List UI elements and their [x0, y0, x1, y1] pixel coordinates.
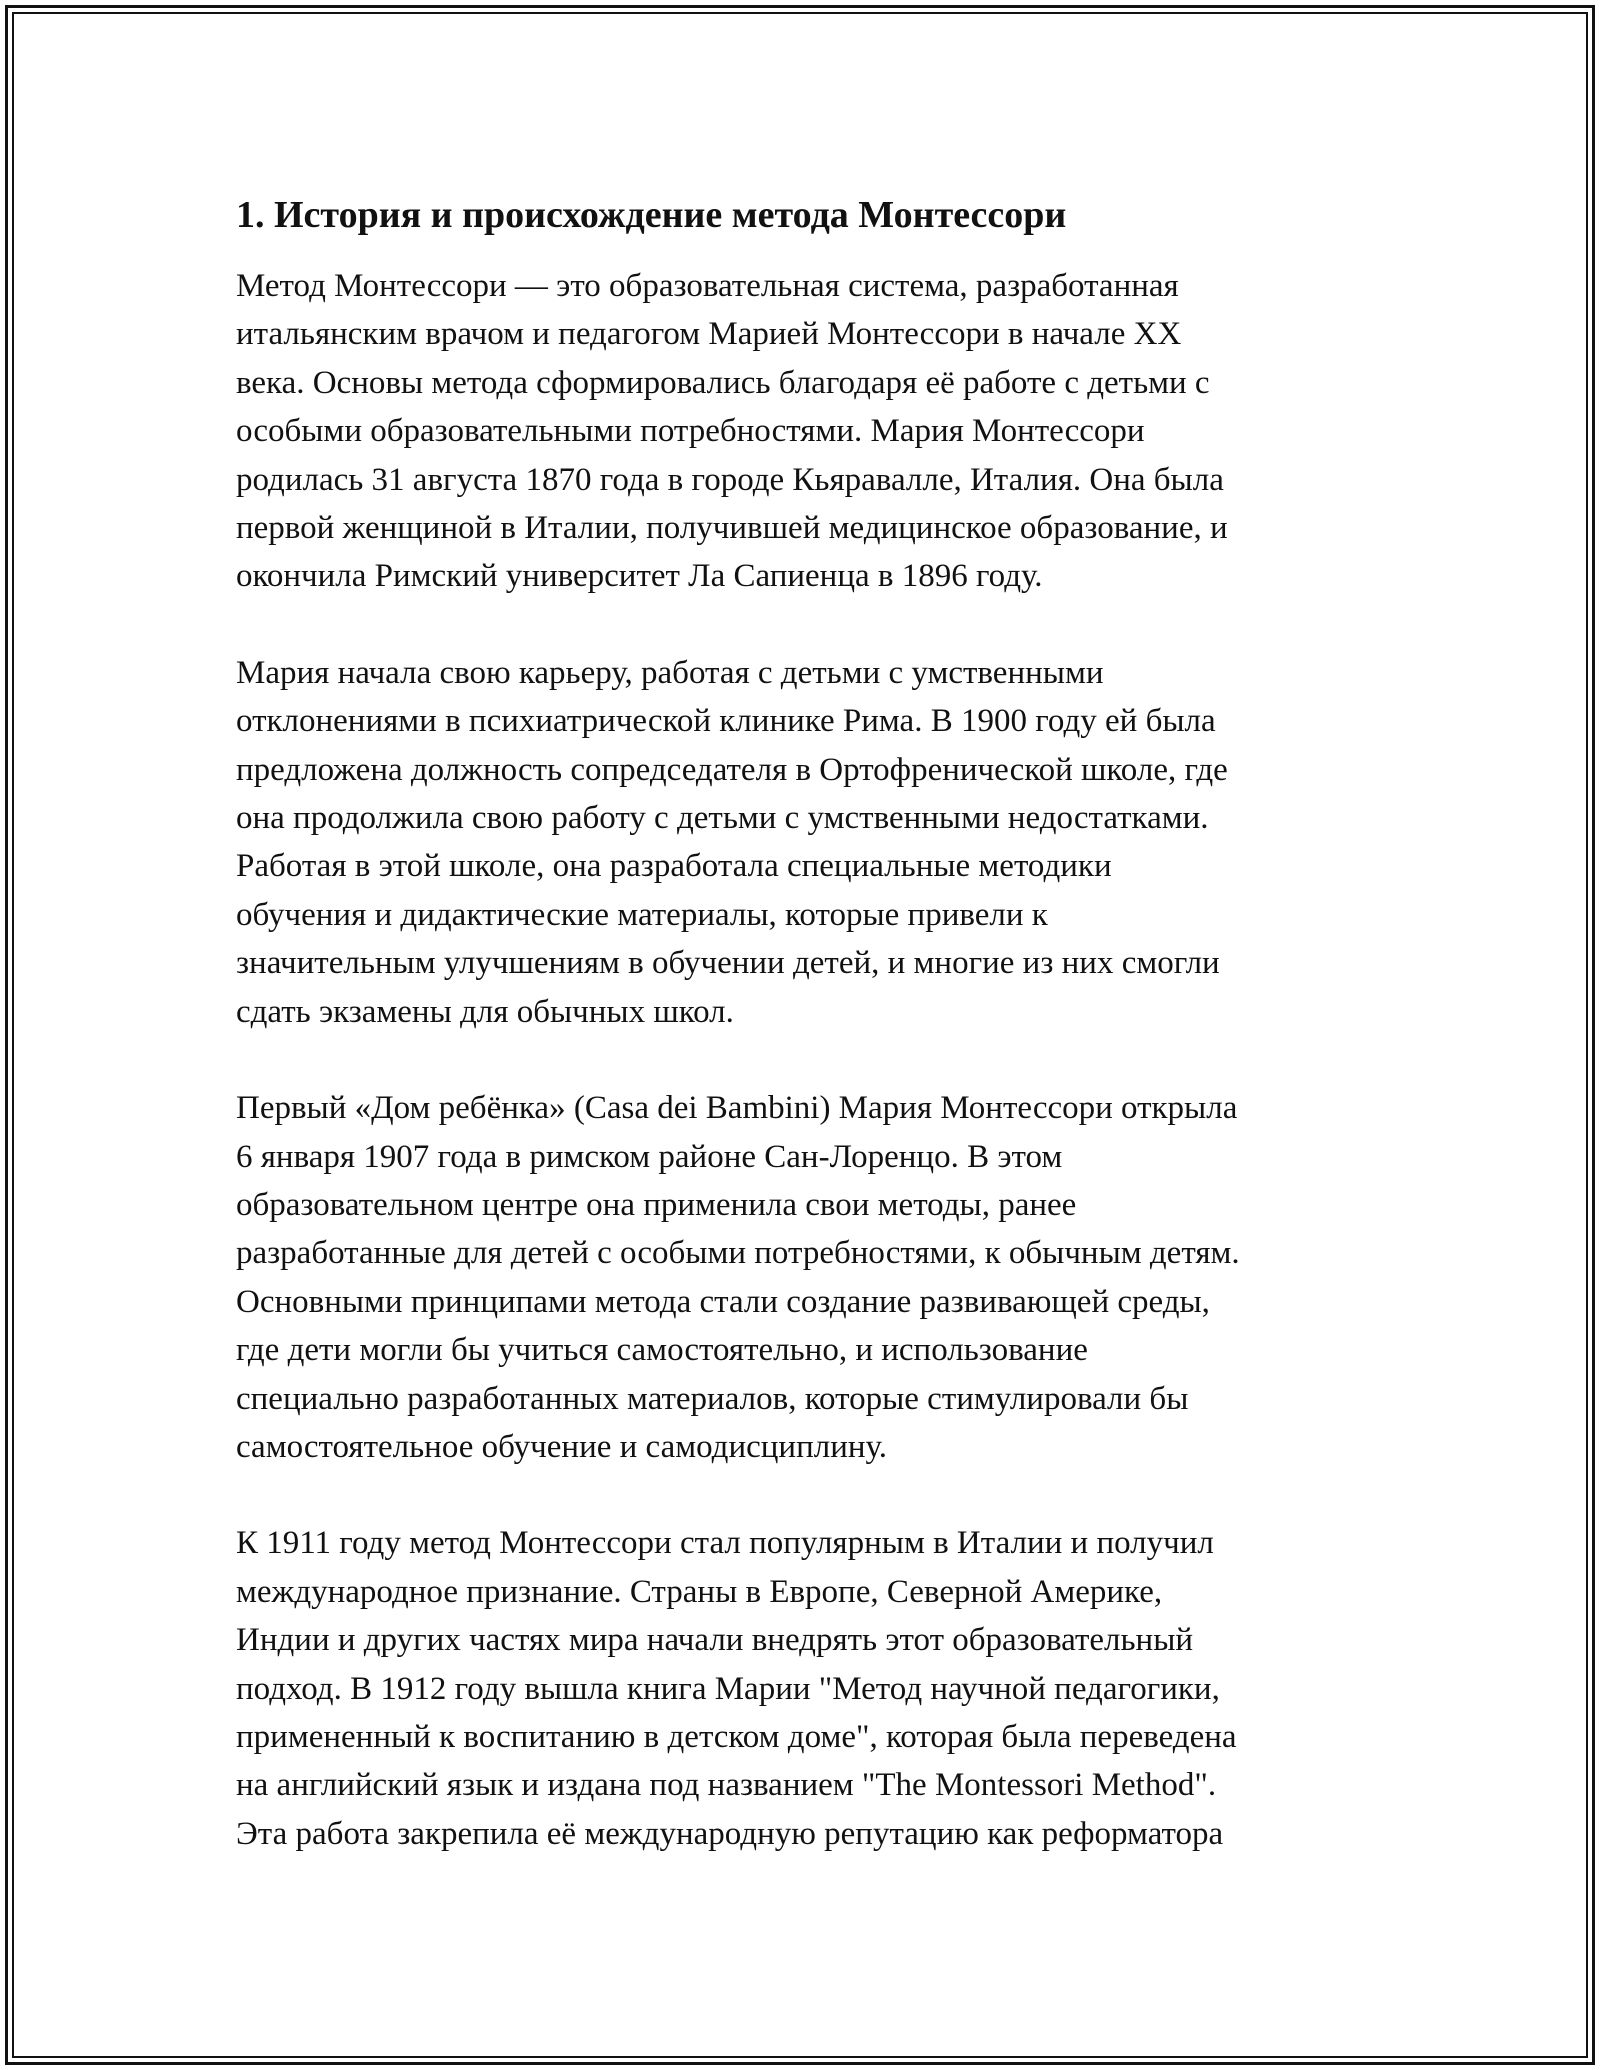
text-line: Эта работа закрепила её международную репутацию как реформатора: [236, 1815, 1224, 1852]
section-heading: 1. История и происхождение метода Монтессори: [236, 194, 1067, 236]
text-line: разработанные для детей с особыми потребностями, к обычным детям.: [236, 1235, 1240, 1272]
text-line: самостоятельное обучение и самодисциплину.: [236, 1428, 887, 1465]
text-line: где дети могли бы учиться самостоятельно, и использование: [236, 1332, 1088, 1369]
document-body: [236, 188, 1366, 1906]
text-line: первой женщиной в Италии, получившей медицинское образование, и: [236, 510, 1228, 547]
text-line: значительным улучшениям в обучении детей, и многие из них смогли: [236, 945, 1220, 982]
text-line: 6 января 1907 года в римском районе Сан-Лоренцо. В этом: [236, 1138, 1063, 1175]
text-line: сдать экзамены для обычных школ.: [236, 993, 734, 1030]
paragraph-3: [236, 1084, 1366, 1471]
text-line: Первый «Дом ребёнка» (Casa dei Bambini) Мария Монтессори открыла: [236, 1090, 1238, 1127]
text-line: К 1911 году метод Монтессори стал популярным в Италии и получил: [236, 1525, 1214, 1562]
text-line: Работая в этой школе, она разработала специальные методики: [236, 848, 1112, 885]
paragraph-1: [236, 262, 1366, 601]
text-line: Основными принципами метода стали создание развивающей среды,: [236, 1283, 1210, 1320]
text-line: окончила Римский университет Ла Сапиенца в 1896 году.: [236, 558, 1043, 595]
text-line: итальянским врачом и педагогом Марией Монтессори в начале XX: [236, 316, 1182, 353]
text-line: примененный к воспитанию в детском доме", которая была переведена: [236, 1718, 1237, 1755]
text-line: предложена должность сопредседателя в Ортофренической школе, где: [236, 751, 1228, 788]
text-line: специально разработанных материалов, которые стимулировали бы: [236, 1380, 1189, 1417]
text-line: на английский язык и издана под названием "The Montessori Method".: [236, 1767, 1217, 1804]
text-line: Мария начала свою карьеру, работая с детьми с умственными: [236, 654, 1104, 691]
text-line: родилась 31 августа 1870 года в городе Кьяравалле, Италия. Она была: [236, 461, 1224, 498]
text-line: образовательном центре она применила свои методы, ранее: [236, 1186, 1077, 1223]
text-line: Метод Монтессори — это образовательная система, разработанная: [236, 268, 1179, 304]
text-line: подход. В 1912 году вышла книга Марии "Метод научной педагогики,: [236, 1670, 1220, 1707]
text-line: отклонениями в психиатрической клинике Рима. В 1900 году ей была: [236, 703, 1216, 740]
text-line: обучения и дидактические материалы, которые привели к: [236, 896, 1048, 933]
text-line: она продолжила свою работу с детьми с умственными недостатками.: [236, 800, 1209, 837]
paragraph-4: [236, 1519, 1366, 1858]
paragraph-2: [236, 649, 1366, 1036]
text-line: международное признание. Страны в Европе, Северной Америке,: [236, 1573, 1163, 1610]
text-line: особыми образовательными потребностями. Мария Монтессори: [236, 413, 1145, 450]
text-line: Индии и других частях мира начали внедрять этот образовательный: [236, 1622, 1194, 1659]
text-line: века. Основы метода сформировались благодаря её работе с детьми с: [236, 364, 1210, 401]
